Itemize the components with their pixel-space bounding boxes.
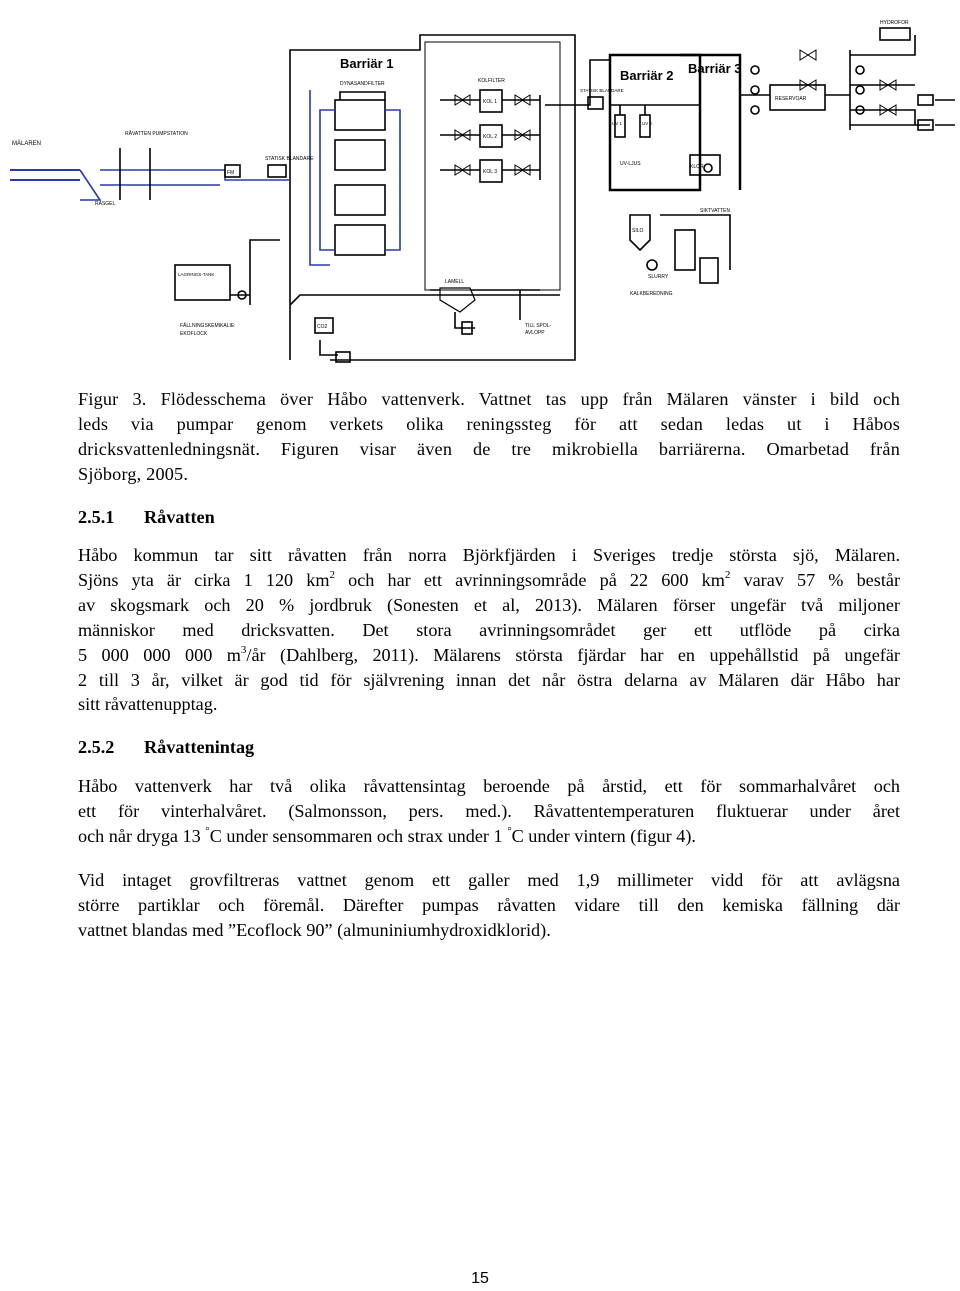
section-ravattenintag-paragraph-1	[78, 774, 900, 849]
label-malaren: MÄLAREN	[12, 141, 42, 147]
label-lagringstank: LAGRINGS-TANK	[178, 272, 215, 277]
label-kalkberedning: KALKBEREDNING	[630, 291, 673, 297]
label-hydrofor: HYDROFOR	[880, 20, 909, 26]
paragraph-line: sitt råvattenupptag.	[78, 694, 218, 715]
label-rasgel: RASGEL	[95, 201, 116, 207]
label-statisk-blandare-2: STATISK BLANDARE	[580, 88, 624, 93]
label-uv-1: UV 1	[612, 121, 623, 126]
figure-caption	[78, 387, 900, 487]
label-uv-2: UV 2	[642, 121, 653, 126]
section-number: 2.5.2	[78, 737, 115, 757]
label-kol-1: KOL 1	[483, 99, 497, 105]
label-ravatten-pumpstation: RÅVATTEN PUMPSTATION	[125, 131, 188, 137]
label-siktvatten: SIKTVATTEN	[700, 208, 731, 214]
paragraph-line: Vid intaget grovfiltreras vattnet genom ett galler med 1,9 millimeter vidd för att avlägsna	[78, 870, 900, 890]
paragraph-line: Sjöns yta är cirka 1 120 $km^2$ och har ett avrinningsområde på 22 600 $km^2$ varav 57 % består	[78, 568, 901, 590]
label-co2: CO2	[317, 324, 328, 330]
paragraph-line: och når dryga 13 °C under sensommaren och strax under 1 °C under vintern (figur 4).	[78, 824, 696, 846]
label-dynasandfilter: DYNASANDFILTER	[340, 81, 385, 87]
paragraph-line: människor med dricksvatten. Det stora avrinningsområdet ger ett utflöde på cirka	[78, 619, 900, 640]
section-ravatten-paragraph	[78, 543, 900, 717]
section-title: Råvattenintag	[144, 737, 255, 757]
section-heading-ravatten	[78, 507, 215, 528]
flow-diagram	[0, 0, 960, 370]
label-kolfilter: KOLFILTER	[478, 78, 505, 84]
caption-line: Sjöborg, 2005.	[78, 463, 189, 484]
plant-outline	[290, 35, 575, 360]
page-number: 15	[471, 1270, 489, 1287]
label-reservoar: RESERVOAR	[775, 96, 807, 102]
label-ekoflock: EKOFLOCK	[180, 331, 208, 337]
section-number: 2.5.1	[78, 507, 115, 527]
barrier-1-label: Barriär 1	[340, 56, 394, 71]
paragraph-line: 5 000 000 000 $m^3/år$ (Dahlberg, 2011). Mälarens största fjärdar har en uppehållstid på ungefär	[78, 643, 900, 665]
paragraph-line: större partiklar och föremål. Därefter pumpas råvatten vidare till den kemiska fällning där	[78, 894, 900, 915]
barrier-3-label: Barriär 3	[688, 61, 742, 76]
label-avlopp: AVLOPP	[525, 330, 545, 336]
label-uv-ljus: UV-LJUS	[620, 161, 641, 167]
barrier-2-label: Barriär 2	[620, 68, 674, 83]
label-klor: KLOR	[690, 164, 704, 170]
paragraph-line: Håbo kommun tar sitt råvatten från norra Björkfjärden i Sveriges tredje största sjö, Mälaren.	[78, 545, 900, 565]
label-till-spol: TILL SPOL-	[525, 323, 552, 329]
caption-line: leds via pumpar genom verkets olika reningssteg för att sedan ledas ut i Håbos	[78, 413, 900, 434]
paragraph-line: vattnet blandas med ”Ecoflock 90” (almuniniumhydroxidklorid).	[78, 919, 551, 940]
caption-line: dricksvattenledningsnät. Figuren visar även de tre mikrobiella barriärerna. Omarbetad från	[78, 438, 900, 459]
section-ravattenintag-paragraph-2	[78, 868, 900, 943]
paragraph-line: av skogsmark och 20 % jordbruk (Sonesten et al, 2013). Mälaren förser ungefär två miljoner	[78, 594, 900, 615]
label-lamell: LAMELL	[445, 279, 465, 285]
label-silo: SILO	[632, 228, 644, 234]
label-kol-3: KOL 3	[483, 169, 497, 175]
section-title: Råvatten	[144, 507, 215, 527]
caption-line: Figur 3. Flödesschema över Håbo vattenverk. Vattnet tas upp från Mälaren vänster i bild och	[78, 389, 900, 409]
label-slurry: SLURRY	[648, 274, 669, 280]
label-kol-2: KOL 2	[483, 134, 497, 140]
paragraph-line: ett för vinterhalvåret. (Salmonsson, pers. med.). Råvattentemperaturen fluktuerar under året	[78, 800, 900, 821]
label-fallningskemikalie: FÄLLNINGSKEMIKALIE:	[180, 323, 236, 329]
section-heading-ravattenintag	[78, 737, 254, 758]
paragraph-line: 2 till 3 år, vilket är god tid för självrening innan det når östra delarna av Mälaren där Håbo har	[78, 669, 900, 690]
paragraph-line: Håbo vattenverk har två olika råvattensintag beroende på årstid, ett för sommarhalvåret och	[78, 776, 900, 796]
label-statisk-blandare: STATISK BLANDARE	[265, 156, 314, 162]
label-fm: FM	[227, 170, 235, 176]
